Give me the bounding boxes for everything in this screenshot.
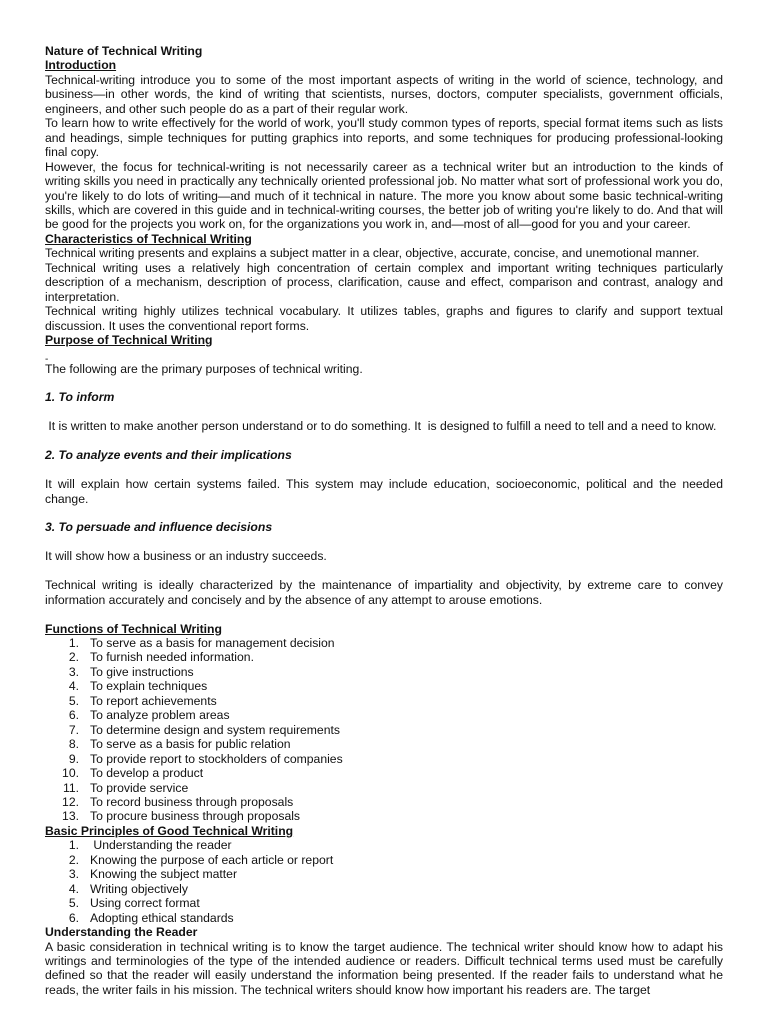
list-item-text: Understanding the reader xyxy=(90,838,232,853)
spacer xyxy=(45,348,723,358)
spacer xyxy=(45,607,723,621)
list-item xyxy=(45,795,723,809)
understanding-reader-paragraph: A basic consideration in technical writing is to know the target audience. The technical writer should know how to adapt his writings and terminologies of the type of the intended audience or readers. Difficult technical terms used must be carefully defined so that the reader will easily understand the information being presented. If the reader fails to understand what he reads, the writer fails in his mission. The technical writers should know how important his readers are. The target xyxy=(45,939,723,997)
list-item-text: To serve as a basis for public relation xyxy=(90,737,291,752)
list-item-text: Using correct format xyxy=(90,896,200,911)
list-item-number: 13. xyxy=(62,809,79,824)
list-item xyxy=(45,781,723,795)
purpose-closing: Technical writing is ideally characterized by the maintenance of impartiality and objectivity, by extreme care to convey information accurately and concisely and by the absence of any attempt to arouse emotions. xyxy=(45,578,723,607)
purpose-item-heading: 1. To inform xyxy=(45,390,115,405)
characteristics-paragraph: Technical writing highly utilizes technical vocabulary. It utilizes tables, graphs and figures to clarify and support textual discussion. It uses the conventional report forms. xyxy=(45,304,723,333)
purpose-item-text: It is written to make another person understand or to do something. It is designed to fulfill a need to tell and a need to know. xyxy=(45,419,717,434)
document-page xyxy=(45,44,723,997)
spacer xyxy=(45,434,723,448)
list-item-text: To explain techniques xyxy=(90,679,208,694)
purpose-item-text: It will show how a business or an industry succeeds. xyxy=(45,549,327,564)
list-item-number: 1. xyxy=(68,636,79,650)
spacer xyxy=(45,463,723,477)
list-item-number: 2. xyxy=(68,650,79,665)
list-item xyxy=(45,867,723,881)
list-item xyxy=(45,723,723,737)
list-item-text: To give instructions xyxy=(90,664,194,679)
introduction-heading: Introduction xyxy=(45,58,117,73)
list-item xyxy=(45,853,723,867)
list-item xyxy=(45,708,723,722)
list-item-number: 11. xyxy=(62,780,79,795)
spacer xyxy=(45,376,723,390)
list-item-number: 1. xyxy=(68,838,79,853)
list-item xyxy=(45,752,723,766)
list-item-text: To determine design and system requirements xyxy=(90,722,340,737)
functions-list xyxy=(45,636,723,824)
list-item xyxy=(45,766,723,780)
characteristics-paragraph: Technical writing uses a relatively high concentration of certain complex and important writing techniques particularly description of a mechanism, description of process, clarification, cause and effect, comparison and contrast, analogy and interpretation. xyxy=(45,260,723,304)
list-item xyxy=(45,694,723,708)
characteristics-paragraph: Technical writing presents and explains a subject matter in a clear, objective, accurate, concise, and unemotional manner. xyxy=(45,246,700,261)
list-item xyxy=(45,737,723,751)
purpose-item-text: It will explain how certain systems failed. This system may include education, socioeconomic, political and the needed change. xyxy=(45,477,723,506)
functions-heading: Functions of Technical Writing xyxy=(45,621,222,636)
understanding-reader-heading: Understanding the Reader xyxy=(45,925,198,940)
purpose-heading: Purpose of Technical Writing xyxy=(45,333,213,348)
list-item-text: Adopting ethical standards xyxy=(90,910,234,925)
introduction-paragraph: To learn how to write effectively for the world of work, you'll study common types of reports, special format items such as lists and headings, simple techniques for putting graphics into reports, and some techniques for producing professional-looking final copy. xyxy=(45,116,723,160)
list-item-number: 6. xyxy=(68,708,79,723)
list-item xyxy=(45,911,723,925)
list-item-text: To provide service xyxy=(90,780,189,795)
list-item-text: To develop a product xyxy=(90,766,204,781)
list-item-text: To report achievements xyxy=(90,693,217,708)
principles-heading: Basic Principles of Good Technical Writing xyxy=(45,823,294,838)
list-item xyxy=(45,882,723,896)
stray-marker: - xyxy=(45,353,49,365)
purpose-intro: The following are the primary purposes of technical writing. xyxy=(45,361,363,376)
spacer xyxy=(45,564,723,578)
list-item xyxy=(45,838,723,852)
list-item-text: To procure business through proposals xyxy=(90,809,301,824)
list-item-number: 4. xyxy=(68,679,79,694)
list-item-number: 9. xyxy=(68,751,79,766)
list-item-number: 12. xyxy=(62,794,79,809)
list-item-number: 3. xyxy=(68,867,79,882)
list-item xyxy=(45,896,723,910)
introduction-paragraph: However, the focus for technical-writing is not necessarily career as a technical writer but an introduction to the kinds of writing skills you need in practically any technically oriented professional job. No matter what sort of professional work you do, you're likely to do lots of writing—and much of it technical in nature. The more you know about some basic technical-writing skills, which are covered in this guide and in technical-writing courses, the better job of writing you're likely to do. And that will be good for the projects you work on, for the organizations you work in, and—most of all—good for you and your career. xyxy=(45,159,723,232)
list-item-number: 4. xyxy=(68,881,79,896)
list-item-text: Knowing the purpose of each article or report xyxy=(90,852,334,867)
list-item-number: 8. xyxy=(68,737,79,752)
list-item xyxy=(45,679,723,693)
list-item xyxy=(45,809,723,823)
list-item-number: 3. xyxy=(68,664,79,679)
document-title: Nature of Technical Writing xyxy=(45,44,203,58)
list-item-text: Writing objectively xyxy=(90,881,188,896)
spacer xyxy=(45,405,723,419)
list-item-number: 5. xyxy=(68,693,79,708)
introduction-paragraph: Technical-writing introduce you to some of the most important aspects of writing in the world of science, technology, and business—in other words, the kind of writing that scientists, nurses, doctors, computer specialists, government officials, engineers, and other such people do as a part of their regular work. xyxy=(45,72,723,116)
list-item-text: To record business through proposals xyxy=(90,794,294,809)
list-item xyxy=(45,665,723,679)
list-item xyxy=(45,650,723,664)
list-item-number: 6. xyxy=(68,910,79,925)
list-item-text: To provide report to stockholders of companies xyxy=(90,751,343,766)
list-item-number: 7. xyxy=(68,722,79,737)
list-item-number: 5. xyxy=(68,896,79,911)
purpose-item-heading: 3. To persuade and influence decisions xyxy=(45,520,273,535)
list-item-number: 2. xyxy=(68,852,79,867)
list-item-text: To serve as a basis for management decision xyxy=(90,636,335,650)
list-item xyxy=(45,636,723,650)
list-item-text: Knowing the subject matter xyxy=(90,867,238,882)
list-item-text: To furnish needed information. xyxy=(90,650,254,665)
spacer xyxy=(45,535,723,549)
purpose-item-heading: 2. To analyze events and their implications xyxy=(45,448,292,463)
list-item-text: To analyze problem areas xyxy=(90,708,230,723)
spacer xyxy=(45,506,723,520)
list-item-number: 10. xyxy=(62,766,79,781)
characteristics-heading: Characteristics of Technical Writing xyxy=(45,231,252,246)
principles-list xyxy=(45,838,723,925)
